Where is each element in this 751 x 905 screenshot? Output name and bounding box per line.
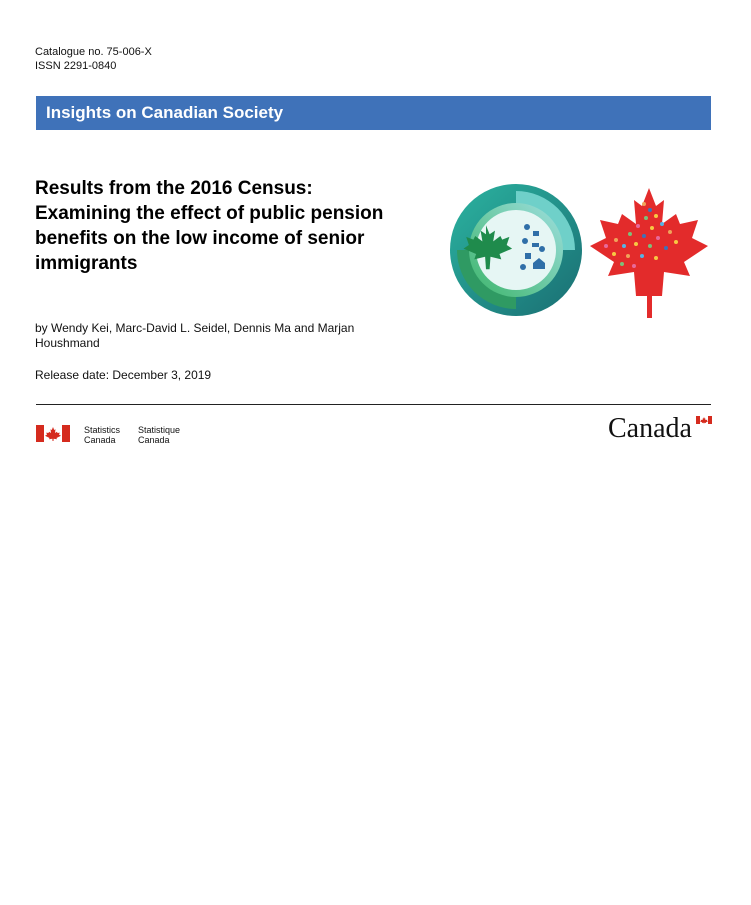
authors: by Wendy Kei, Marc-David L. Seidel, Dennis Ma and Marjan Houshmand — [35, 321, 355, 350]
wordmark-flag-icon — [696, 416, 712, 424]
issn: ISSN 2291-0840 — [35, 60, 117, 72]
census-circle-icon — [449, 183, 583, 317]
series-name: Insights on Canadian Society — [46, 103, 284, 122]
series-banner — [36, 96, 711, 130]
page-title — [35, 176, 430, 276]
catalogue-info — [35, 45, 152, 73]
mosaic-maple-leaf-icon — [586, 184, 712, 318]
title-line: Examining the effect of public pension — [35, 203, 384, 224]
agency-name-line: Statistics — [84, 425, 121, 435]
agency-name-line: Canada — [84, 435, 116, 445]
agency-name-en — [84, 425, 120, 445]
agency-name-line: Statistique — [138, 425, 181, 435]
agency-name-fr — [138, 425, 180, 445]
title-line: benefits on the low income of senior — [35, 228, 365, 249]
divider — [36, 404, 711, 405]
catalogue-number: Catalogue no. 75-006-X — [35, 46, 152, 58]
canada-flag-icon — [36, 425, 70, 442]
canada-wordmark: Canada — [608, 413, 692, 444]
release-date: Release date: December 3, 2019 — [35, 368, 212, 382]
title-line: Results from the 2016 Census: — [35, 178, 313, 199]
title-line: immigrants — [35, 253, 138, 274]
agency-name-line: Canada — [138, 435, 170, 445]
